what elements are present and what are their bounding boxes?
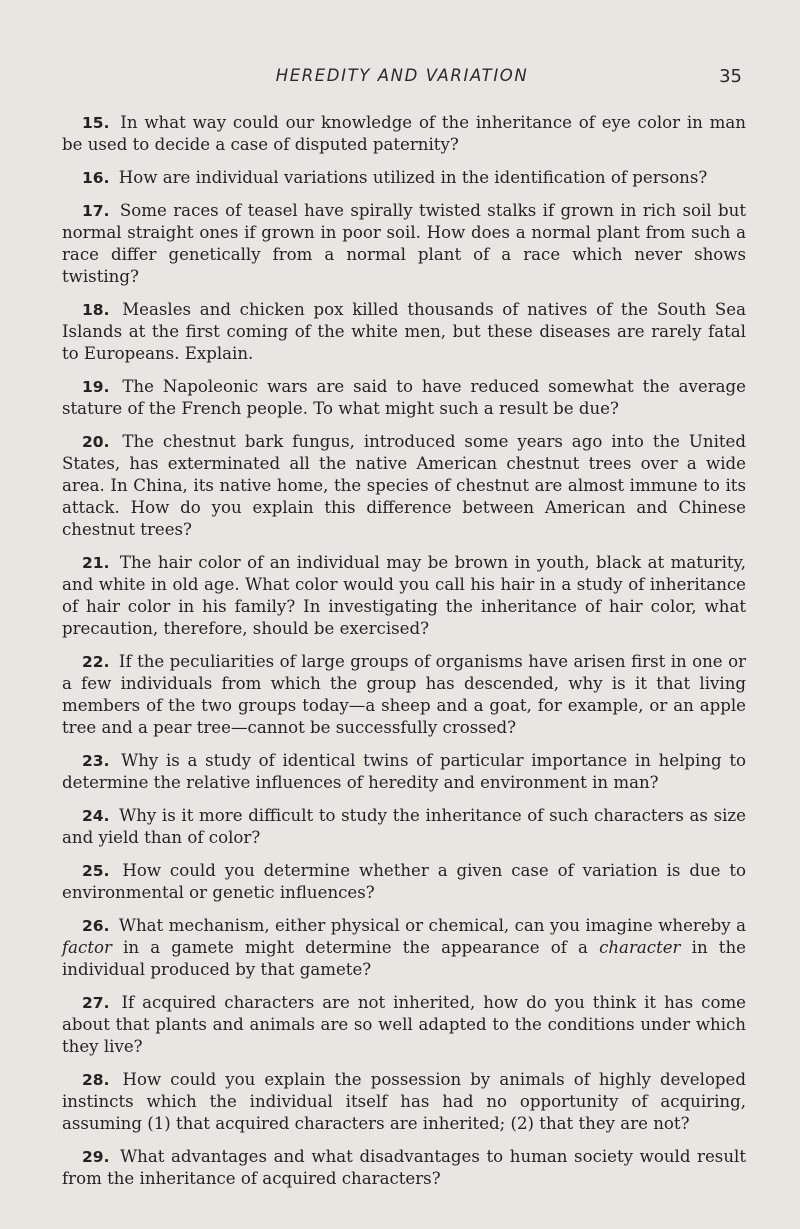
question-number: 25.: [82, 862, 110, 880]
running-head: HEREDITY AND VARIATION: [275, 66, 529, 85]
question-text-part: in a gamete might determine the appearance of a: [111, 938, 600, 957]
question-text: If acquired characters are not inherited, how do you think it has come about that plants and animals are so well adapted to the conditions under which they live?: [62, 993, 746, 1056]
question-23: [62, 750, 746, 794]
question-text: The chestnut bark fungus, introduced some years ago into the United States, has exterminated all the native American chestnut trees over a wide area. In China, its native home, the species of chestnut are almost immune to its attack. How do you explain this difference between American and Chinese chestnut trees?: [62, 432, 747, 539]
question-number: 23.: [82, 752, 110, 770]
question-number: 27.: [82, 994, 110, 1012]
question-24: [62, 805, 746, 849]
question-number: 15.: [82, 114, 110, 132]
question-number: 20.: [82, 433, 110, 451]
question-number: 26.: [82, 917, 110, 935]
question-text: How could you explain the possession by animals of highly developed instincts which the individual itself has had no opportunity of acquiring, assuming (1) that acquired characters are inherited; (2) that they are not?: [62, 1070, 746, 1133]
question-number: 29.: [82, 1148, 110, 1166]
question-text: The hair color of an individual may be brown in youth, black at maturity, and white in old age. What color would you call his hair in a study of inheritance of hair color in his family? In investigating the inheritance of hair color, what precaution, therefore, should be exercised?: [62, 553, 746, 638]
question-number: 17.: [82, 202, 110, 220]
question-text-part: in the individual produced by that gamete?: [62, 938, 746, 979]
question-number: 18.: [82, 301, 110, 319]
question-number: 21.: [82, 554, 110, 572]
question-text: Some races of teasel have spirally twisted stalks if grown in rich soil but normal straight ones if grown in poor soil. How does a normal plant from such a race differ genetically from a normal plant of a race which never shows twisting?: [62, 201, 746, 286]
question-text: How could you determine whether a given case of variation is due to environmental or genetic influences?: [62, 861, 746, 902]
question-text: In what way could our knowledge of the inheritance of eye color in man be used to decide a case of disputed paternity?: [62, 113, 746, 154]
question-text: Why is it more difficult to study the inheritance of such characters as size and yield than of color?: [62, 806, 746, 847]
question-27: [62, 992, 746, 1058]
question-20: [62, 431, 746, 541]
question-text: If the peculiarities of large groups of organisms have arisen first in one or a few individuals from which the group has descended, why is it that living members of the two groups today—a sheep and a goat, for example, or an apple tree and a pear tree—cannot be successfully crossed?: [62, 652, 747, 737]
question-number: 28.: [82, 1071, 110, 1089]
question-28: [62, 1069, 746, 1135]
question-29: [62, 1146, 746, 1190]
question-17: [62, 200, 746, 288]
question-number: 22.: [82, 653, 110, 671]
question-text: How are individual variations utilized in the identification of persons?: [118, 168, 708, 187]
italic-term: character: [599, 938, 681, 957]
page-number: 35: [719, 66, 742, 87]
question-number: 24.: [82, 807, 110, 825]
question-21: [62, 552, 746, 640]
question-18: [62, 299, 746, 365]
question-15: [62, 112, 746, 156]
question-16: [62, 167, 746, 189]
question-number: 19.: [82, 378, 110, 396]
question-text: What advantages and what disadvantages to human society would result from the inheritance of acquired characters?: [62, 1147, 746, 1188]
question-19: [62, 376, 746, 420]
page-header: [62, 66, 742, 90]
question-list: [62, 112, 746, 1201]
question-22: [62, 651, 746, 739]
question-25: [62, 860, 746, 904]
question-26: [62, 915, 746, 981]
question-text: Why is a study of identical twins of particular importance in helping to determine the relative influences of heredity and environment in man?: [62, 751, 746, 792]
question-text: The Napoleonic wars are said to have reduced somewhat the average stature of the French people. To what might such a result be due?: [62, 377, 746, 418]
italic-term: factor: [62, 938, 112, 957]
question-number: 16.: [82, 169, 110, 187]
question-text: Measles and chicken pox killed thousands of natives of the South Sea Islands at the first coming of the white men, but these diseases are rarely fatal to Europeans. Explain.: [62, 300, 747, 363]
question-text-part: What mechanism, either physical or chemical, can you imagine whereby a: [118, 916, 747, 935]
